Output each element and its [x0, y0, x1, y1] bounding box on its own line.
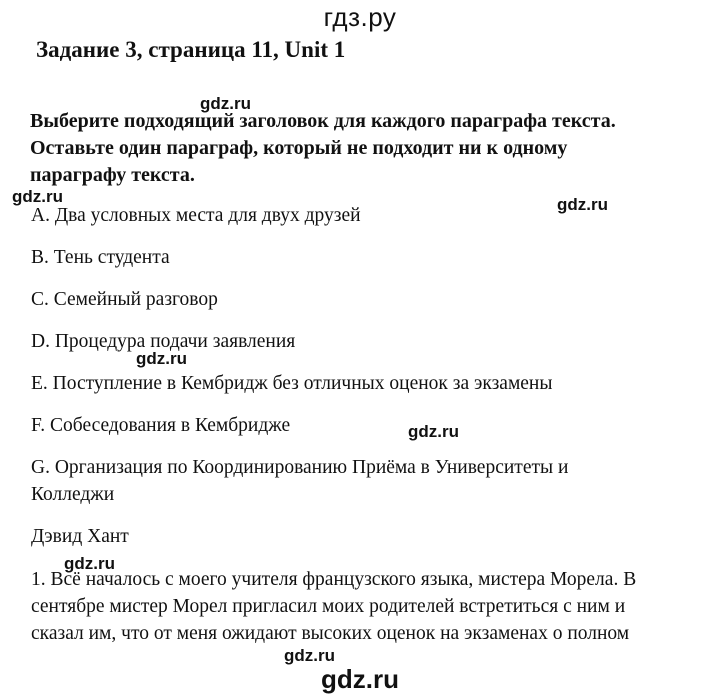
heading-d: D. Процедура подачи заявления: [31, 331, 296, 352]
heading-a: A. Два условных места для двух друзей: [31, 205, 361, 226]
watermark: gdz.ru: [64, 554, 115, 573]
site-header-logo: гдз.ру: [323, 2, 397, 32]
paragraph-1-line-1: 1. Всё началось с моего учителя французского языка, мистера Морела. В: [31, 569, 637, 590]
heading-c: C. Семейный разговор: [31, 289, 218, 310]
heading-f: F. Собеседования в Кембридже: [31, 415, 291, 436]
heading-g: G. Организация по Координированию Приёма в Университеты и: [31, 457, 569, 478]
page-title: Задание 3, страница 11, Unit 1: [36, 37, 346, 62]
watermark: gdz.ru: [557, 195, 608, 214]
watermark: gdz.ru: [408, 422, 459, 441]
heading-g-continued: Колледжи: [31, 484, 115, 505]
heading-b: B. Тень студента: [31, 247, 170, 268]
author-name: Дэвид Хант: [31, 526, 129, 547]
watermark: gdz.ru: [136, 349, 187, 368]
instruction-line-2: Оставьте один параграф, который не подходит ни к одному: [30, 137, 568, 159]
instruction-line-3: параграфу текста.: [30, 164, 195, 186]
site-footer-logo: gdz.ru: [321, 664, 399, 694]
instruction-line-1: Выберите подходящий заголовок для каждого параграфа текста.: [30, 110, 616, 132]
watermark: gdz.ru: [12, 187, 63, 206]
heading-e: E. Поступление в Кембридж без отличных оценок за экзамены: [31, 373, 553, 394]
watermark: gdz.ru: [284, 646, 335, 665]
watermark: gdz.ru: [200, 94, 251, 113]
paragraph-1-line-2: сентябре мистер Морел пригласил моих родителей встретиться с ним и: [31, 596, 626, 617]
paragraph-1-line-3: сказал им, что от меня ожидают высоких оценок на экзаменах о полном: [31, 623, 630, 644]
